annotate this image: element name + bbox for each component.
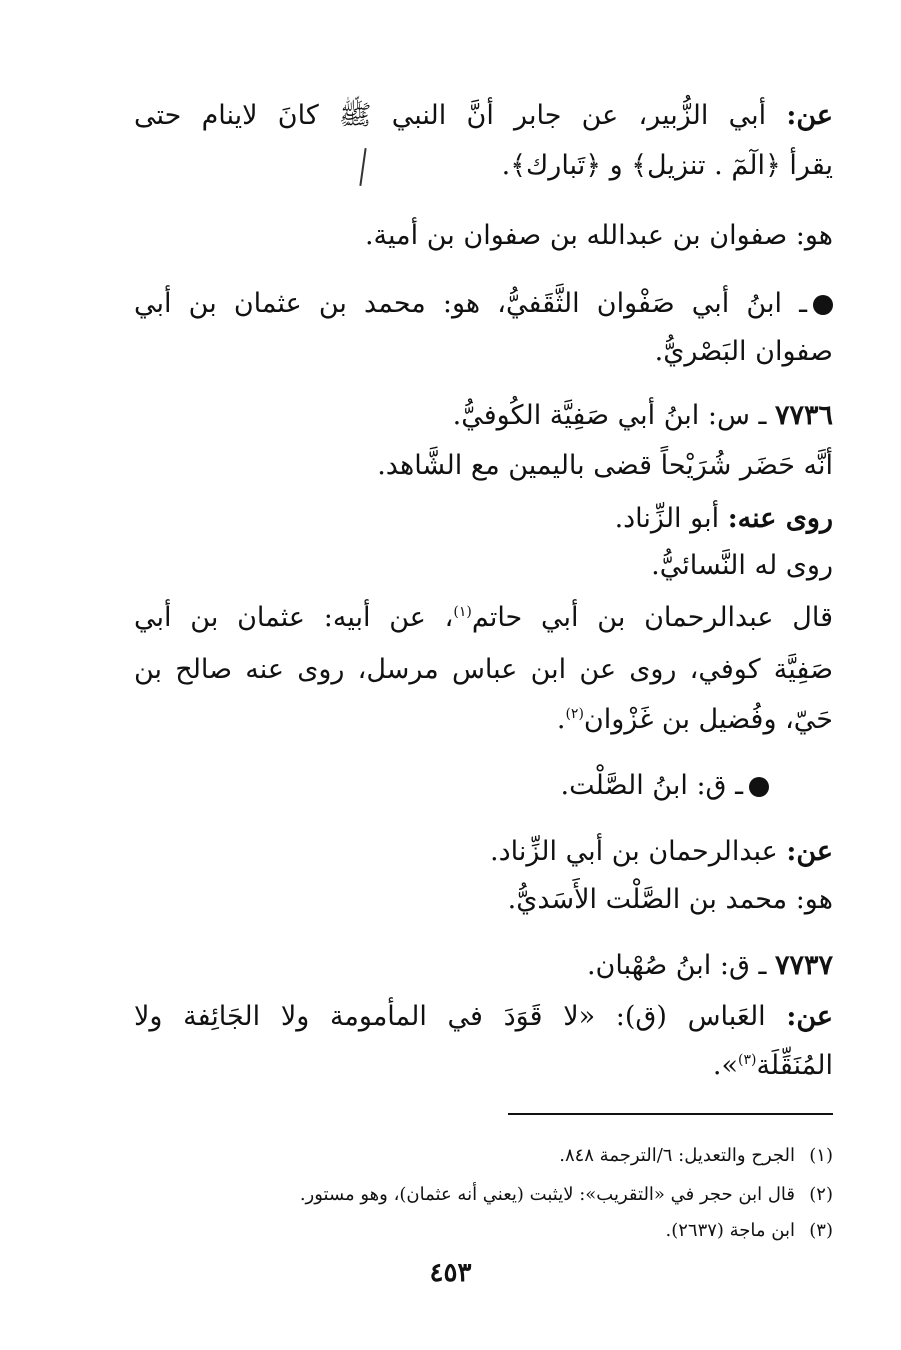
bullet-dot-icon bbox=[749, 777, 769, 797]
entry-7736-rawa-anhu bbox=[615, 500, 833, 538]
page-number: ٤٥٣ bbox=[429, 1258, 472, 1288]
qala-text-a: قال عبدالرحمان بن أبي حاتم bbox=[471, 602, 833, 633]
footnote-1 bbox=[559, 1143, 833, 1169]
huwa-safwan: هو: صفوان بن عبدالله بن صفوان بن أمية. bbox=[364, 220, 833, 251]
entry-7737-heading-text: ـ ق: ابنُ صُهْبان. bbox=[586, 950, 775, 981]
entry-7736-heading bbox=[453, 397, 833, 435]
entry-7736-number: ٧٧٣٦ bbox=[774, 400, 833, 431]
entry-ibn-assalt-heading-text: ـ ق: ابنُ الصَّلْت. bbox=[560, 770, 743, 801]
footnote-separator bbox=[508, 1113, 833, 1115]
footnote-marker-1: (١) bbox=[453, 604, 472, 620]
footnote-3 bbox=[665, 1218, 833, 1244]
qala-line-3-end: . bbox=[556, 704, 566, 735]
entry-7736-line-2: أنَّه حَضَر شُرَيْحاً قضى باليمين مع الشَّاهد. bbox=[377, 450, 833, 481]
footnote-text: الجرح والتعديل: ٦/الترجمة ٨٤٨. bbox=[559, 1145, 795, 1166]
footnote-text: قال ابن حجر في «التقريب»: لايثبت (يعني أنه عثمان)، وهو مستور. bbox=[299, 1184, 795, 1205]
entry-7737-line-2 bbox=[713, 1047, 833, 1085]
entry-ibn-abi-safwan-line-1 bbox=[134, 285, 833, 323]
an-label: عن: bbox=[786, 836, 833, 867]
paragraph-1-line-2: يقرأ ﴿الٓمٓ . تنزيل﴾ و ﴿تَبارك﴾. bbox=[501, 150, 833, 181]
entry-7736-qala-line-1 bbox=[134, 599, 833, 637]
footnote-2 bbox=[300, 1182, 833, 1208]
entry-7736-rawa-lahu: روى له النَّسائيُّ. bbox=[651, 550, 833, 581]
qala-text-b: ، عن أبيه: عثمان بن أبي bbox=[134, 602, 454, 633]
entry-ibn-assalt-heading bbox=[561, 767, 769, 805]
rawa-label: روى عنه: bbox=[727, 503, 833, 534]
an-value: عبدالرحمان بن أبي الزِّناد. bbox=[490, 836, 787, 867]
entry-ibn-abi-safwan-text: ـ ابنُ أبي صَفْوان الثَّقَفيُّ، هو: محمد بن عثمان بن أبي bbox=[134, 288, 807, 319]
entry-7737-line-2-text: المُنَقِّلَة bbox=[756, 1050, 833, 1081]
entry-ibn-assalt-huwa: هو: محمد بن الصَّلْت الأَسَديُّ. bbox=[507, 884, 833, 915]
entry-7736-qala-line-2: صَفِيَّة كوفي، روى عن ابن عباس مرسل، روى عنه صالح بن bbox=[134, 654, 833, 685]
entry-7736-qala-line-3 bbox=[557, 701, 833, 739]
entry-7737-heading bbox=[587, 947, 833, 985]
footnote-number: (١) bbox=[809, 1145, 833, 1166]
rawa-value: أبو الزِّناد. bbox=[614, 503, 728, 534]
footnote-number: (٣) bbox=[809, 1220, 833, 1241]
bullet-dot-icon bbox=[813, 295, 833, 315]
an-label: عن: bbox=[786, 100, 833, 131]
paragraph-1-line-1-text: أبي الزُّبير، عن جابر أنَّ النبي ﷺ كانَ لاينام حتى bbox=[134, 100, 787, 131]
footnote-marker-3: (٣) bbox=[737, 1052, 757, 1068]
entry-7736-heading-text: ـ س: ابنُ أبي صَفِيَّة الكُوفيُّ. bbox=[452, 400, 775, 431]
paragraph-1-line-1 bbox=[134, 97, 833, 135]
entry-ibn-assalt-an bbox=[490, 833, 833, 871]
stray-pen-mark bbox=[359, 148, 366, 186]
entry-7737-line-1-text: العَباس (ق): «لا قَوَدَ في المأمومة ولا الجَائِفة ولا bbox=[134, 1001, 787, 1032]
footnote-text: ابن ماجة (٢٦٣٧). bbox=[665, 1220, 795, 1241]
an-label: عن: bbox=[786, 1001, 833, 1032]
entry-7737-number: ٧٧٣٧ bbox=[774, 950, 833, 981]
qala-line-3-text: حَيّ، وفُضيل بن غَزْوان bbox=[583, 704, 833, 735]
footnote-marker-2: (٢) bbox=[565, 706, 584, 722]
footnote-number: (٢) bbox=[809, 1184, 833, 1205]
entry-7737-line-1 bbox=[134, 998, 833, 1036]
entry-7737-line-2-end: ». bbox=[712, 1050, 738, 1081]
entry-ibn-abi-safwan-line-2: صفوان البَصْريُّ. bbox=[654, 336, 833, 367]
